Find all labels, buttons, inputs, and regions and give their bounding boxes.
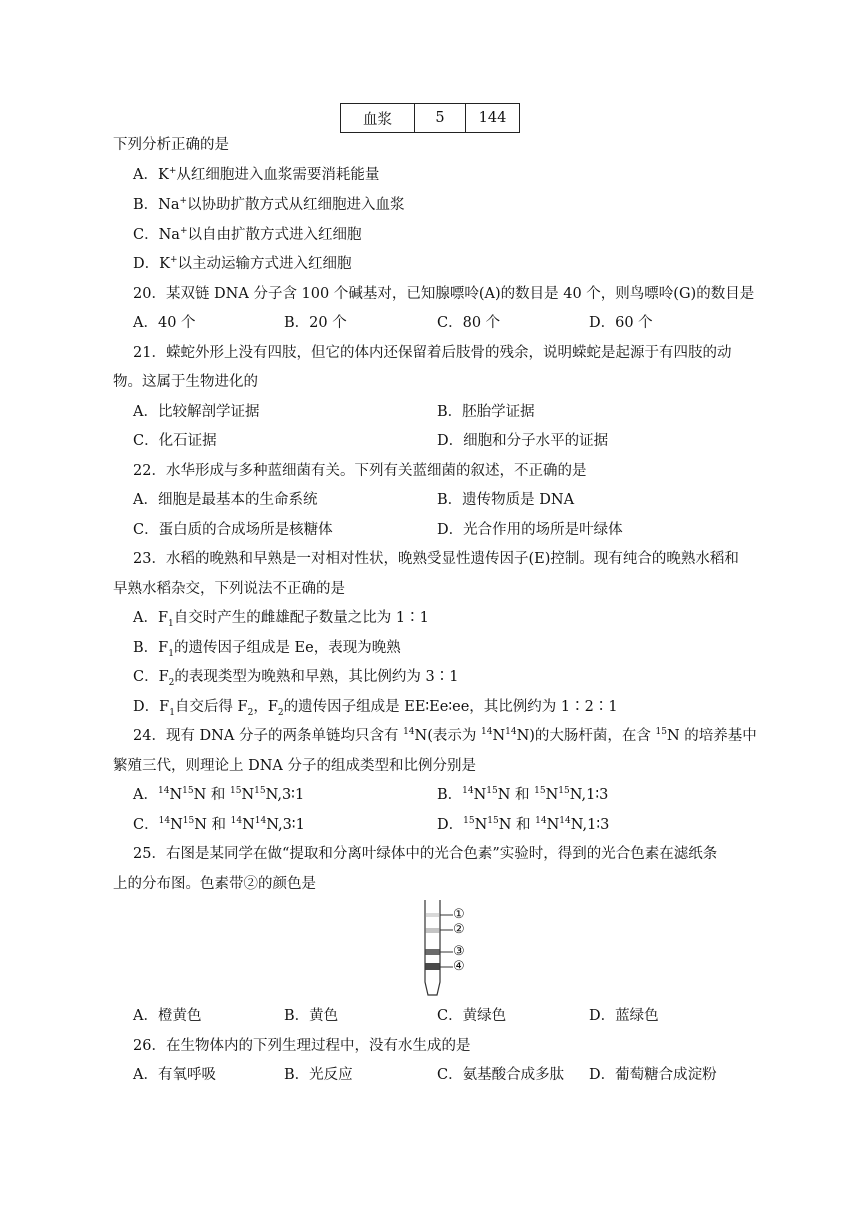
q19-option-a: A．K+从红细胞进入血浆需要消耗能量	[133, 166, 380, 183]
q26-option-c: C．氨基酸合成多肽	[437, 1067, 565, 1083]
q20-stem: 20．某双链 DNA 分子含 100 个碱基对，已知腺嘌呤(A)的数目是 40 个，则鸟嘌呤(G)的数目是	[133, 286, 755, 302]
q21-option-d: D．细胞和分子水平的证据	[437, 433, 609, 449]
q21-option-c: C．化石证据	[133, 433, 217, 449]
q26-option-d: D．葡萄糖合成淀粉	[589, 1067, 717, 1083]
q25-option-a: A．橙黄色	[133, 1008, 202, 1024]
pigment-band-3	[426, 949, 440, 955]
q19-option-b: B．Na+以协助扩散方式从红细胞进入血浆	[133, 196, 405, 213]
q25-option-b: B．黄色	[284, 1008, 339, 1024]
q22-stem: 22．水华形成与多种蓝细菌有关。下列有关蓝细菌的叙述，不正确的是	[133, 463, 587, 479]
q21-option-b: B．胚胎学证据	[437, 404, 535, 420]
q23-option-a: A．$F_1$自交时产生的雌雄配子数量之比为 1∶1	[133, 610, 429, 629]
q23-option-d: D．$F_1$自交后得 $F_2$，$F_2$的遗传因子组成是 EE∶Ee∶ee，其比例约为 1∶2∶1	[133, 699, 618, 718]
q23-stem-line1: 23．水稻的晚熟和早熟是一对相对性状，晚熟受显性遗传因子(E)控制。现有纯合的晚熟水稻和	[133, 551, 739, 567]
band-label-3: ③	[453, 944, 465, 959]
filter-paper-strip	[424, 900, 441, 996]
table-cell: 144	[466, 104, 520, 133]
q24-option-c: C．$^{14}N^{15}N$ 和 $^{14}N^{14}N,3∶1$	[133, 816, 305, 833]
q23-option-b: B．$F_1$的遗传因子组成是 Ee，表现为晚熟	[133, 640, 401, 659]
q20-option-b: B．20 个	[284, 315, 347, 331]
table-cell: 5	[415, 104, 466, 133]
band-leader-lines	[440, 900, 454, 980]
pigment-band-1	[426, 913, 440, 917]
q22-option-d: D．光合作用的场所是叶绿体	[437, 522, 623, 538]
q24-stem-line1: 24．现有 DNA 分子的两条单链均只含有 $^{14}$N(表示为 $^{14}N^{14}N$)的大肠杆菌，在含 $^{15}$N 的培养基中	[133, 727, 757, 744]
q20-option-c: C．80 个	[437, 315, 501, 331]
q24-stem-line2: 繁殖三代，则理论上 DNA 分子的组成类型和比例分别是	[113, 758, 477, 774]
q25-option-d: D．蓝绿色	[589, 1008, 659, 1024]
q22-option-c: C．蛋白质的合成场所是核糖体	[133, 522, 333, 538]
q24-option-d: D．$^{15}N^{15}N$ 和 $^{14}N^{14}N,1∶3$	[437, 816, 610, 833]
q21-option-a: A．比较解剖学证据	[133, 404, 260, 420]
q24-option-a: A．$^{14}N^{15}N$ 和 $^{15}N^{15}N,3∶1$	[133, 786, 305, 803]
pigment-band-4	[426, 963, 440, 970]
q26-option-b: B．光反应	[284, 1067, 353, 1083]
q20-option-a: A．40 个	[133, 315, 196, 331]
q19-option-c: C．Na+以自由扩散方式进入红细胞	[133, 226, 362, 243]
q21-stem-line2: 物。这属于生物进化的	[113, 374, 258, 390]
q26-stem: 26．在生物体内的下列生理过程中，没有水生成的是	[133, 1038, 471, 1054]
q19-option-d: D．K+以主动运输方式进入红细胞	[133, 255, 352, 272]
q26-option-a: A．有氧呼吸	[133, 1067, 216, 1083]
q24-option-b: B．$^{14}N^{15}N$ 和 $^{15}N^{15}N,1∶3$	[437, 786, 609, 803]
q25-stem-line2: 上的分布图。色素带②的颜色是	[113, 876, 316, 892]
q23-stem-line2: 早熟水稻杂交，下列说法不正确的是	[113, 581, 345, 597]
pigment-band-2	[426, 928, 440, 933]
q25-option-c: C．黄绿色	[437, 1008, 507, 1024]
q23-option-c: C．$F_2$的表现类型为晚熟和早熟，其比例约为 3∶1	[133, 669, 459, 688]
band-label-1: ①	[453, 907, 465, 922]
band-label-4: ④	[453, 959, 465, 974]
q25-stem-line1: 25．右图是某同学在做“提取和分离叶绿体中的光合色素”实验时，得到的光合色素在滤纸条	[133, 846, 718, 862]
data-table	[340, 103, 520, 133]
q22-option-b: B．遗传物质是 DNA	[437, 492, 575, 508]
q19-stem: 下列分析正确的是	[113, 137, 229, 153]
q20-option-d: D．60 个	[589, 315, 653, 331]
q21-stem-line1: 21．蝾蛇外形上没有四肢，但它的体内还保留着后肢骨的残余，说明蝾蛇是起源于有四肢的动	[133, 345, 732, 361]
table-cell: 血浆	[341, 104, 415, 133]
table-row	[341, 104, 520, 133]
band-label-2: ②	[453, 922, 465, 937]
q22-option-a: A．细胞是最基本的生命系统	[133, 492, 318, 508]
